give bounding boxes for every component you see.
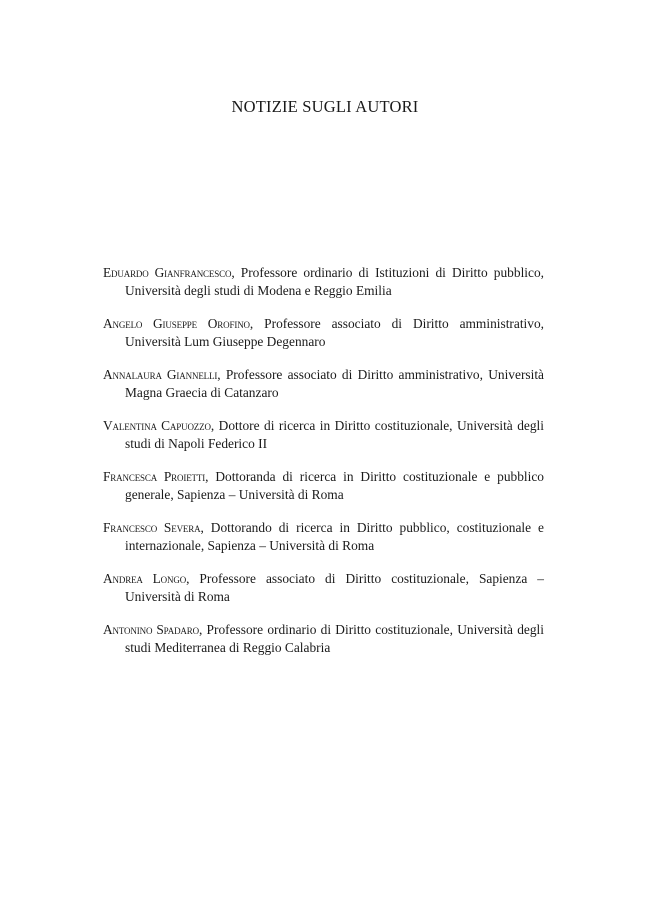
- author-entry: [103, 519, 544, 555]
- author-description: , Professore associato di Diritto amministrativo, Università Lum Giuseppe Degennaro: [125, 316, 544, 349]
- author-name: Valentina Capuozzo: [103, 418, 211, 433]
- author-description: , Professore ordinario di Istituzioni di Diritto pubblico, Università degli studi di Modena e Reggio Emilia: [125, 265, 544, 298]
- author-name: Antonino Spadaro: [103, 622, 199, 637]
- author-name: Eduardo Gianfrancesco: [103, 265, 232, 280]
- author-name: Annalaura Giannelli: [103, 367, 218, 382]
- author-entry: [103, 621, 544, 657]
- author-description: , Professore associato di Diritto costituzionale, Sapienza – Università di Roma: [125, 571, 544, 604]
- author-entry: [103, 417, 544, 453]
- author-name: Angelo Giuseppe Orofino: [103, 316, 250, 331]
- page-title: NOTIZIE SUGLI AUTORI: [231, 97, 419, 116]
- author-entry: [103, 570, 544, 606]
- author-name: Andrea Longo: [103, 571, 187, 586]
- author-description: , Professore ordinario di Diritto costituzionale, Università degli studi Mediterranea di Reggio Calabria: [125, 622, 544, 655]
- author-name: Francesca Proietti: [103, 469, 206, 484]
- author-list: [103, 264, 544, 672]
- author-name: Francesco Severa: [103, 520, 201, 535]
- author-entry: [103, 366, 544, 402]
- author-description: , Dottore di ricerca in Diritto costituzionale, Università degli studi di Napoli Federico II: [125, 418, 544, 451]
- author-description: , Dottorando di ricerca in Diritto pubblico, costituzionale e internazionale, Sapienza – Università di Roma: [125, 520, 544, 553]
- author-entry: [103, 264, 544, 300]
- author-entry: [103, 315, 544, 351]
- author-description: , Dottoranda di ricerca in Diritto costituzionale e pubblico generale, Sapienza – Università di Roma: [125, 469, 544, 502]
- author-entry: [103, 468, 544, 504]
- author-description: , Professore associato di Diritto amministrativo, Università Magna Graecia di Catanzaro: [125, 367, 544, 400]
